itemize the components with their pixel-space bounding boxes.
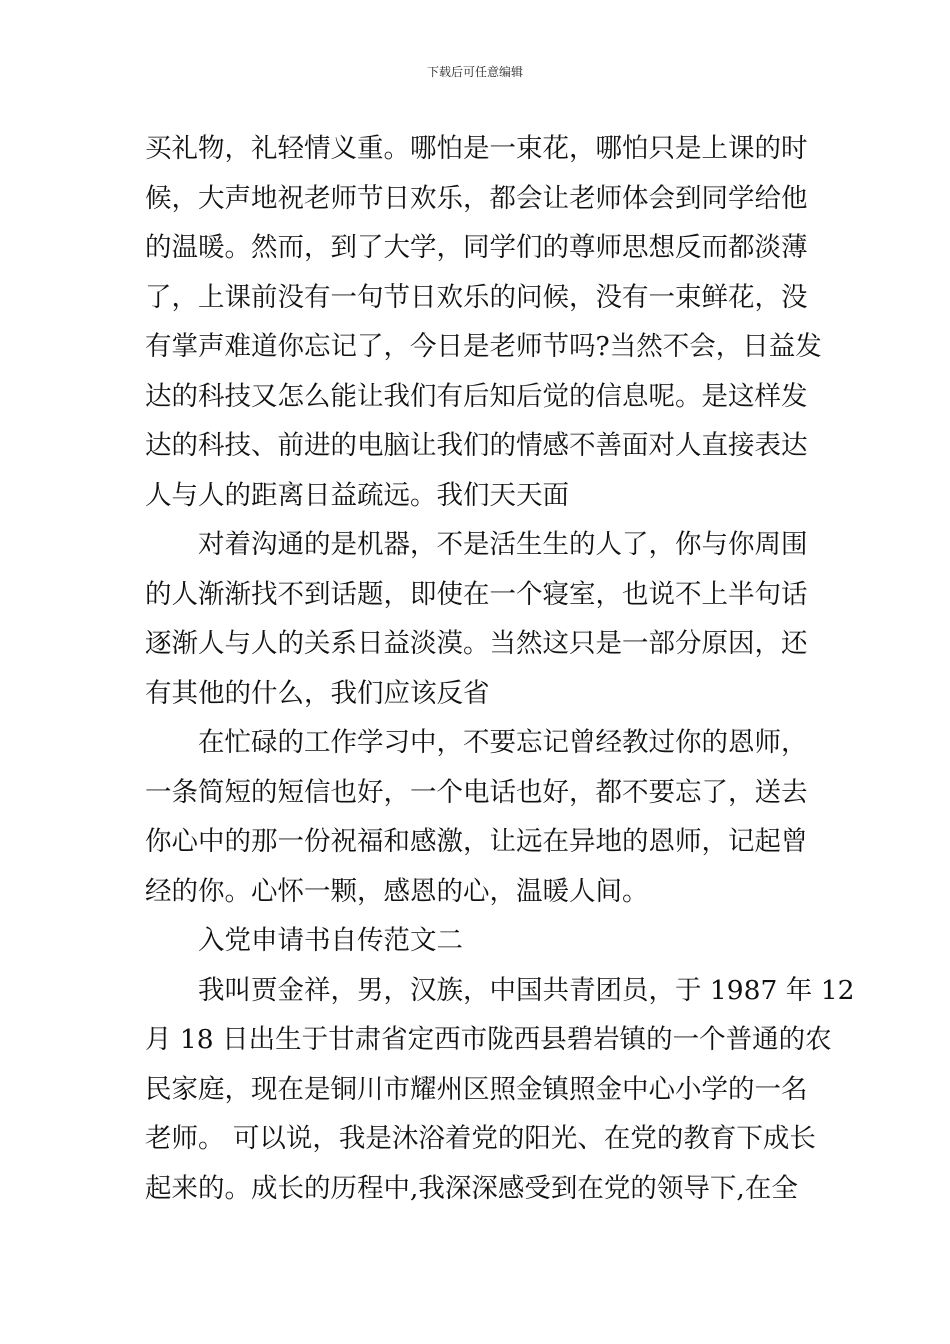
text-line: 一条简短的短信也好，一个电话也好，都不要忘了，送去 bbox=[145, 776, 808, 808]
text-line: 民家庭，现在是铜川市耀州区照金镇照金中心小学的一名 bbox=[145, 1073, 808, 1105]
text-line: 有掌声难道你忘记了，今日是老师节吗?当然不会，日益发 bbox=[145, 331, 822, 362]
paragraph-4 bbox=[145, 966, 855, 1214]
text-line: 你心中的那一份祝福和感激，让远在异地的恩师，记起曾 bbox=[145, 826, 808, 857]
text-line: 月 18 日出生于甘肃省定西市陇西县碧岩镇的一个普通的农 bbox=[145, 1024, 832, 1055]
text-line: 老师。 可以说，我是沐浴着党的阳光、在党的教育下成长 bbox=[145, 1123, 816, 1154]
heading-text: 入党申请书自传范文二 bbox=[198, 925, 463, 956]
text-line: 的温暖。然而，到了大学，同学们的尊师思想反而都淡薄 bbox=[145, 232, 808, 263]
text-line: 有其他的什么，我们应该反省 bbox=[145, 677, 490, 709]
page-header: 下载后可任意编辑 bbox=[426, 65, 523, 79]
paragraph-3 bbox=[145, 718, 810, 916]
text-line: 达的科技、前进的电脑让我们的情感不善面对人直接表达 bbox=[145, 430, 808, 461]
paragraph-2 bbox=[145, 520, 810, 718]
text-line: 了，上课前没有一句节日欢乐的问候，没有一束鲜花，没 bbox=[145, 281, 808, 313]
text-line: 人与人的距离日益疏远。我们天天面 bbox=[145, 479, 569, 511]
text-line: 候，大声地祝老师节日欢乐，都会让老师体会到同学给他 bbox=[145, 182, 808, 214]
text-line: 的人渐渐找不到话题，即使在一个寝室，也说不上半句话 bbox=[145, 578, 808, 610]
section-heading bbox=[145, 916, 810, 966]
document-body bbox=[145, 124, 855, 1213]
text-line: 我叫贾金祥，男，汉族，中国共青团员，于 1987 年 12 bbox=[198, 974, 855, 1006]
text-line: 买礼物，礼轻情义重。哪怕是一束花，哪怕只是上课的时 bbox=[145, 133, 808, 164]
text-line: 对着沟通的是机器，不是活生生的人了，你与你周围 bbox=[198, 529, 808, 560]
text-line: 逐渐人与人的关系日益淡漠。当然这只是一部分原因，还 bbox=[145, 628, 808, 659]
text-line: 在忙碌的工作学习中，不要忘记曾经教过你的恩师， bbox=[198, 727, 808, 758]
text-line: 达的科技又怎么能让我们有后知后觉的信息呢。是这样发 bbox=[145, 380, 808, 412]
paragraph-1 bbox=[145, 124, 822, 520]
text-line: 起来的。成长的历程中,我深深感受到在党的领导下,在全 bbox=[145, 1172, 798, 1204]
text-line: 经的你。心怀一颗，感恩的心，温暖人间。 bbox=[145, 875, 649, 907]
